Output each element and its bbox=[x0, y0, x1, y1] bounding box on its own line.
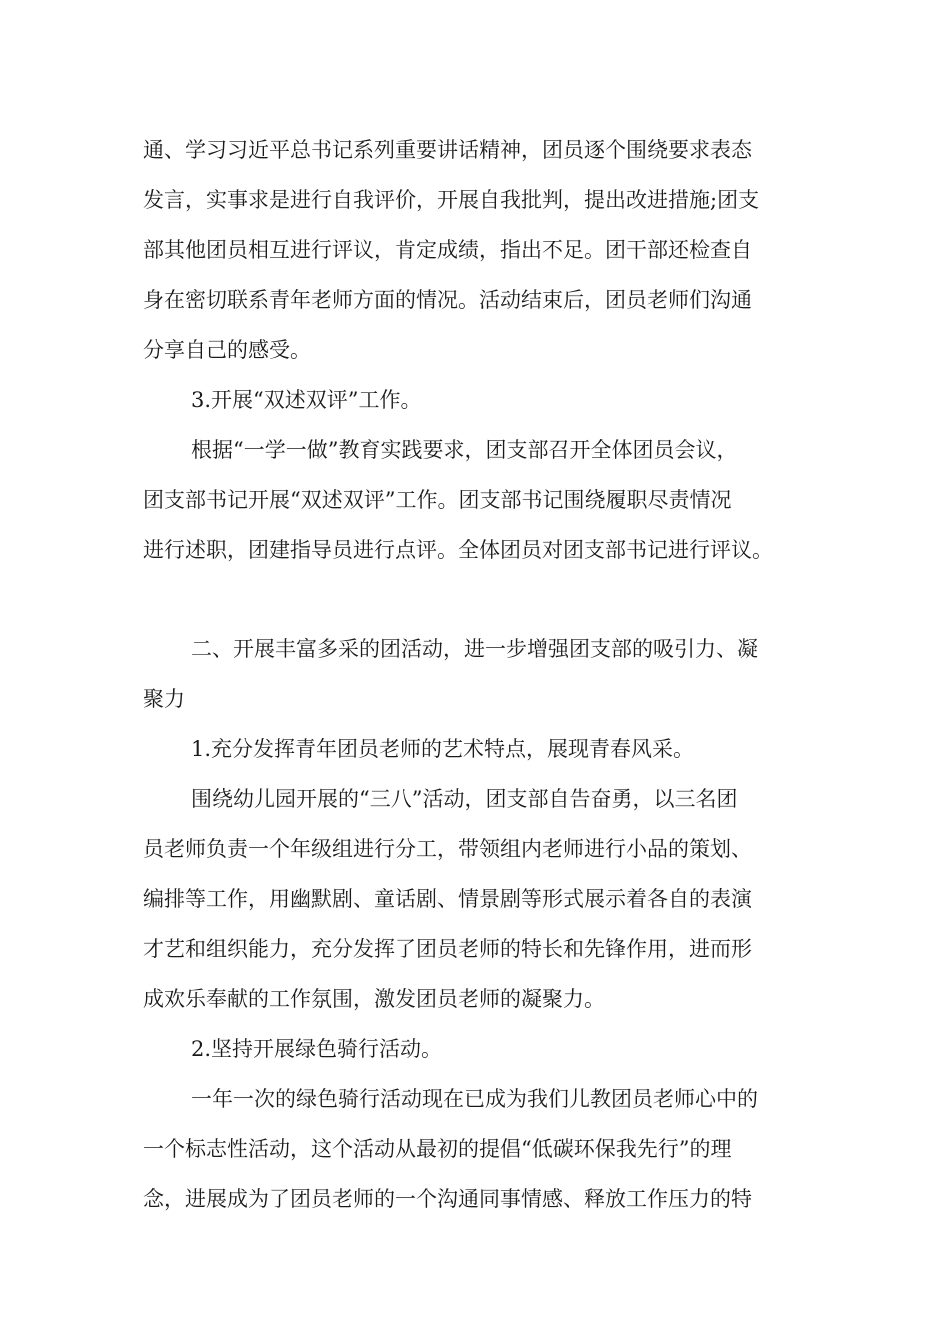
text-line: 才艺和组织能力，充分发挥了团员老师的特长和先锋作用，进而形 bbox=[143, 937, 752, 961]
heading-item-2 bbox=[143, 1024, 823, 1074]
text-line: 编排等工作，用幽默剧、童话剧、情景剧等形式展示着各自的表演 bbox=[143, 887, 752, 911]
paragraph-green-cycling bbox=[143, 1074, 823, 1224]
text-line: 一年一次的绿色骑行活动现在已成为我们儿教团员老师心中的 bbox=[191, 1087, 758, 1111]
text-line: 成欢乐奉献的工作氛围，激发团员老师的凝聚力。 bbox=[143, 987, 605, 1011]
heading-item-3 bbox=[143, 375, 823, 425]
text-line: 2.坚持开展绿色骑行活动。 bbox=[191, 1037, 443, 1061]
text-line: 1.充分发挥青年团员老师的艺术特点，展现青春风采。 bbox=[191, 737, 695, 761]
text-line: 部其他团员相互进行评议，肯定成绩，指出不足。团干部还检查自 bbox=[143, 238, 752, 262]
text-line: 3.开展“双述双评”工作。 bbox=[191, 388, 422, 412]
text-line: 念，进展成为了团员老师的一个沟通同事情感、释放工作压力的特 bbox=[143, 1187, 752, 1211]
heading-item-1 bbox=[143, 724, 823, 774]
text-line: 员老师负责一个年级组进行分工，带领组内老师进行小品的策划、 bbox=[143, 837, 752, 861]
text-line: 二、开展丰富多采的团活动，进一步增强团支部的吸引力、凝 bbox=[191, 637, 758, 661]
paragraph-march-eighth bbox=[143, 774, 823, 1024]
text-line: 分享自己的感受。 bbox=[143, 338, 311, 362]
text-line: 身在密切联系青年老师方面的情况。活动结束后，团员老师们沟通 bbox=[143, 288, 752, 312]
paragraph-double-review bbox=[143, 425, 823, 575]
text-line: 聚力 bbox=[143, 687, 185, 711]
text-line: 团支部书记开展“双述双评”工作。团支部书记围绕履职尽责情况 bbox=[143, 488, 732, 512]
text-line: 发言，实事求是进行自我评价，开展自我批判，提出改进措施;团支 bbox=[143, 188, 760, 212]
text-line: 根据“一学一做”教育实践要求，团支部召开全体团员会议， bbox=[191, 438, 738, 462]
text-line: 通、学习习近平总书记系列重要讲话精神，团员逐个围绕要求表态 bbox=[143, 138, 752, 162]
text-line: 进行述职，团建指导员进行点评。全体团员对团支部书记进行评议。 bbox=[143, 538, 773, 562]
text-line: 一个标志性活动，这个活动从最初的提倡“低碳环保我先行”的理 bbox=[143, 1137, 732, 1161]
paragraph-self-evaluation bbox=[143, 125, 823, 375]
section-heading-two bbox=[143, 624, 823, 724]
text-line: 围绕幼儿园开展的“三八”活动，团支部自告奋勇，以三名团 bbox=[191, 787, 738, 811]
